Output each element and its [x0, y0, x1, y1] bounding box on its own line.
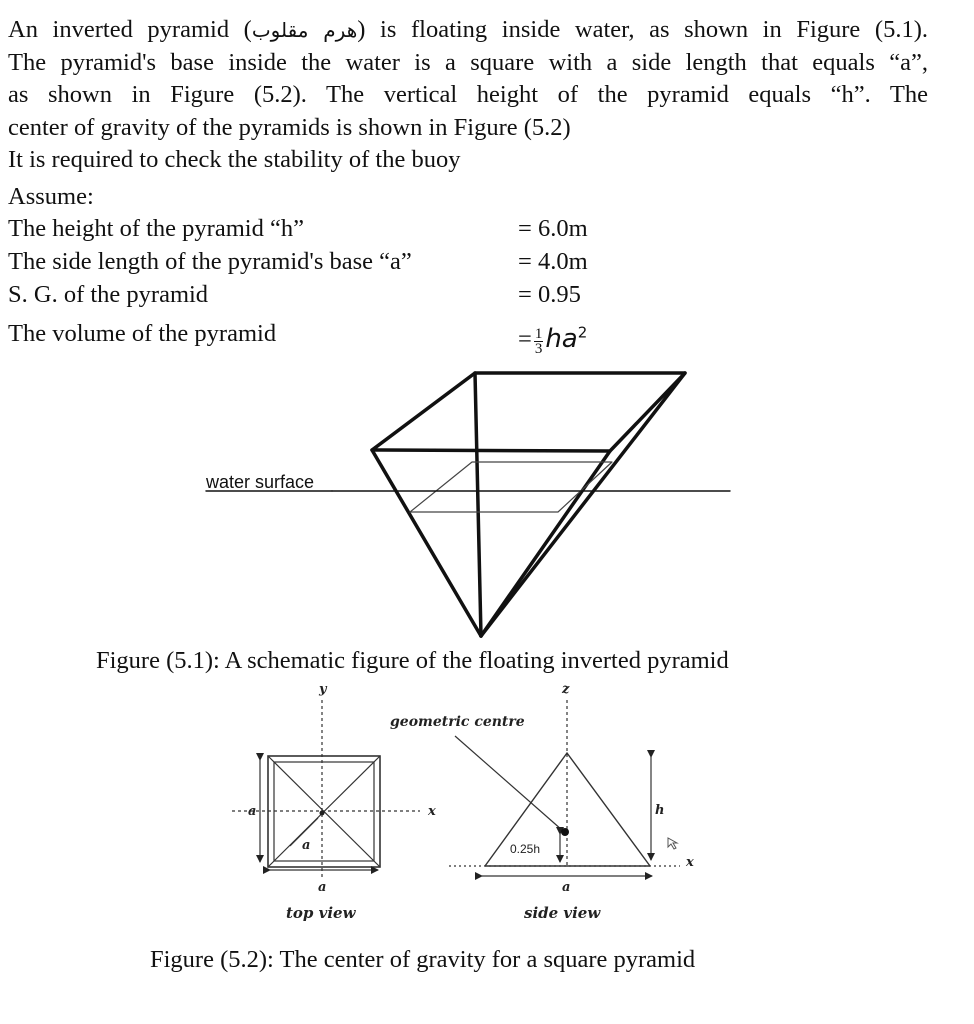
axis-x-top-label: x: [428, 804, 436, 819]
one-third-fraction: $\frac{1}{3}$: [534, 325, 543, 357]
assume-value-height: = 6.0m: [518, 215, 588, 242]
assume-label-volume: The volume of the pyramid: [8, 320, 277, 347]
assume-value-sg: = 0.95: [518, 281, 581, 308]
figure-5-1-inverted-pyramid: [0, 355, 974, 655]
side-view-label-h: h: [655, 803, 665, 818]
axis-y-label: y: [319, 682, 327, 697]
problem-line-4: center of gravity of the pyramids is shown in Figure (5.2): [8, 113, 571, 141]
arabic-term: هرم مقلوب: [251, 18, 358, 42]
side-view-label-cg: 0.25h: [510, 842, 541, 856]
water-surface-label: water surface: [206, 472, 315, 492]
geometric-centre-label: geometric centre: [390, 714, 525, 730]
figure-5-2-center-of-gravity: [0, 676, 974, 946]
assume-label-sg: S. G. of the pyramid: [8, 281, 209, 308]
figure-5-2-caption: Figure (5.2): The center of gravity for a square pyramid: [150, 946, 696, 973]
assume-title: Assume:: [8, 183, 94, 210]
pointer-icon: [668, 838, 677, 849]
figure-5-1-caption: Figure (5.1): A schematic figure of the floating inverted pyramid: [96, 647, 729, 674]
problem-line-1: An inverted pyramid (هرم مقلوب) is floating inside water, as shown in Figure (5.1).: [8, 16, 928, 43]
top-view-label: top view: [286, 904, 356, 922]
back-left-edge: [475, 373, 481, 636]
pyramid-top-base: [372, 373, 685, 451]
side-view-label-a-bottom: a: [562, 880, 571, 895]
top-view-label-a-inner: a: [302, 838, 311, 853]
problem-line-5: It is required to check the stability of the buoy: [8, 146, 461, 173]
top-view-centre-dot: [320, 811, 325, 816]
assume-value-volume: = $\frac{1}{3}$ $ha^2$: [518, 323, 588, 357]
assume-label-height: The height of the pyramid “h”: [8, 215, 304, 242]
problem-line-2: The pyramid's base inside the water is a square with a side length that equals “a”,: [8, 48, 928, 76]
assume-value-side: = 4.0m: [518, 248, 588, 275]
problem-paragraph: [8, 14, 928, 177]
axis-z-label: z: [562, 682, 570, 697]
front-right-edge: [481, 451, 610, 636]
centre-of-gravity-dot: [561, 828, 569, 836]
assume-label-side: The side length of the pyramid's base “a”: [8, 248, 412, 275]
back-right-edge: [481, 373, 685, 636]
front-left-edge: [372, 450, 481, 636]
volume-expression: $ha^2$: [545, 323, 588, 354]
top-view-label-a-bottom: a: [318, 880, 327, 895]
top-view-label-a-left: a: [248, 804, 257, 819]
axis-x-side-label: x: [686, 855, 694, 870]
problem-line-3: as shown in Figure (5.2). The vertical height of the pyramid equals “h”. The: [8, 81, 928, 108]
side-view-label: side view: [524, 904, 601, 922]
